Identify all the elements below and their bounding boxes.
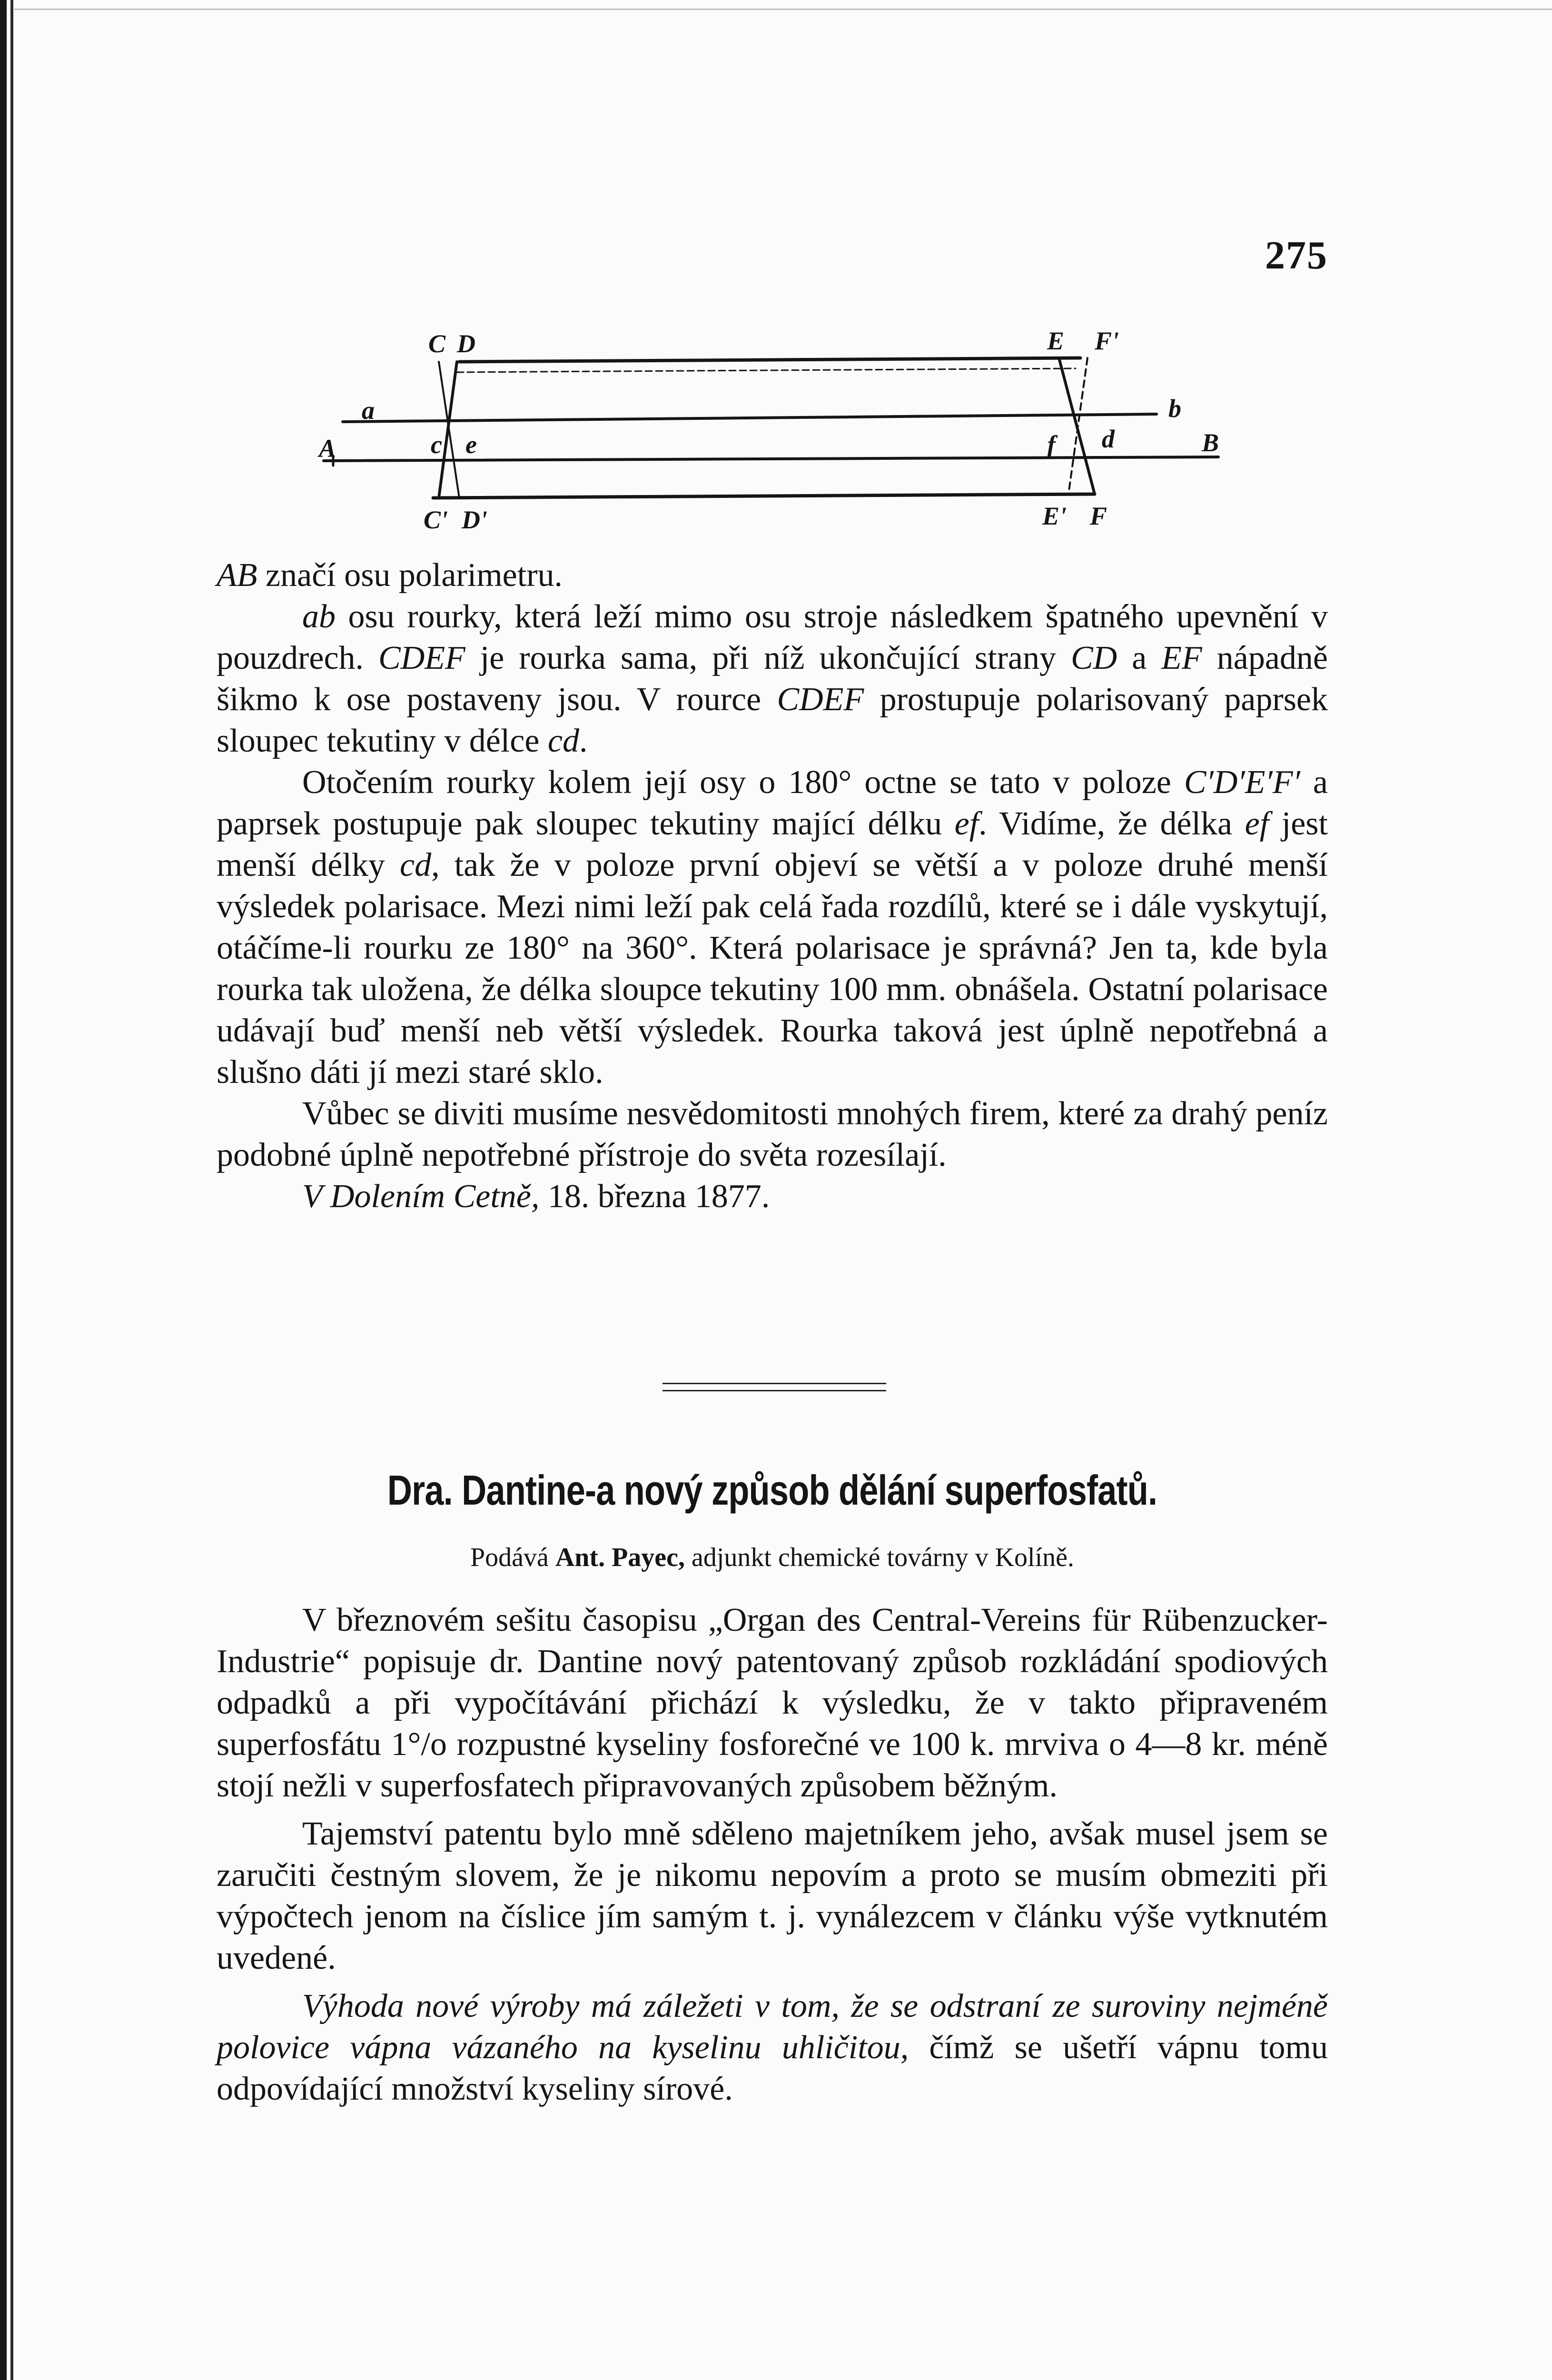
tube-top-edge: [459, 358, 1080, 362]
label-f: f: [1047, 430, 1056, 459]
label-E-prime-bottom: E': [1042, 502, 1067, 530]
symbol-CDEF-prime: C′D′E′F′: [1184, 764, 1300, 801]
symbol-cd: cd: [400, 847, 432, 883]
symbol-CDEF: CDEF: [777, 681, 864, 718]
text-run: a: [1117, 640, 1162, 676]
text-run: a paprsek postupuje pak sloupec tekutiny mající délku: [217, 764, 1328, 842]
label-F-prime-top: F': [1095, 328, 1119, 355]
label-b: b: [1168, 394, 1181, 423]
top-page-edge: [14, 9, 1552, 10]
label-C-top: C: [428, 329, 446, 358]
tube-bottom-edge: [433, 494, 1095, 498]
symbol-CDEF: CDEF: [378, 640, 465, 676]
tube-top-edge-rotated: [457, 368, 1076, 372]
paragraph-conclusion: Vůbec se diviti musíme nesvědomitosti mnohých firem, které za drahý peníz podobné úplně nepotřebné přístroje do světa rozesílají.: [217, 1095, 1328, 1173]
end-E-prime-F-prime: [1068, 358, 1087, 494]
emphasized-advantage: Výhoda nové výroby má záležeti v tom, že se odstraní ze suroviny nejméně polovice vápna vázaného na kyselinu uhličitou,: [217, 1988, 1328, 2066]
text-run: prostupuje polarisovaný paprsek sloupec tekutiny v délce: [217, 681, 1328, 759]
dateline: [217, 1176, 1328, 1217]
text-run: nápadně šikmo k ose postaveny jsou. V rource: [217, 640, 1328, 718]
text-run: Otočením rourky kolem její osy o 180° octne se tato v poloze: [302, 764, 1184, 801]
left-page-edge-inner: [10, 0, 13, 2380]
text-run: značí osu polarimetru.: [257, 557, 563, 594]
article-title: Dra. Dantine-a nový způsob dělání superfosfatů.: [387, 1467, 1157, 1514]
dateline-date: 18. března 1877.: [539, 1178, 770, 1215]
end-EF: [1059, 358, 1095, 494]
article-separator: [662, 1383, 886, 1391]
text-run: je rourka sama, při níž ukončující strany: [465, 640, 1071, 676]
label-c: c: [431, 430, 442, 459]
symbol-CD: CD: [1070, 640, 1117, 676]
symbol-cd: cd: [547, 723, 579, 759]
text-run: . Vidíme, že délka: [979, 805, 1245, 842]
paragraph-dantine-method: V březnovém sešitu časopisu „Organ des Central-Vereins für Rübenzucker-Industrie“ popisuje dr. Dantine nový patentovaný způsob rozkládání spodiových odpadků a při vypočítávání přichází k výsledku, že v takto připraveném superfosfátu 1°/o rozpustné kyseliny fosforečné ve 100 k. mrviva o 4—8 kr. méně stojí nežli v superfosfatech připravovaných způsobem běžným.: [217, 1602, 1328, 1804]
label-E-top: E: [1047, 328, 1065, 355]
byline-prefix: Podává: [470, 1543, 555, 1572]
symbol-ef: ef: [1245, 805, 1269, 842]
label-a: a: [362, 396, 375, 425]
byline-role: adjunkt chemické továrny v Kolíně.: [685, 1543, 1074, 1572]
label-A: A: [319, 434, 336, 463]
axis-ab: [343, 414, 1157, 422]
page-number: 275: [1265, 233, 1328, 278]
left-page-edge: [0, 0, 7, 2380]
dateline-place: V Dolením Cetně,: [302, 1178, 540, 1215]
upper-article: [217, 555, 1328, 1217]
polarimeter-tube-diagram: [314, 328, 1247, 533]
symbol-ef: ef: [954, 805, 979, 842]
label-B: B: [1202, 428, 1219, 457]
label-D-top: D: [457, 329, 475, 358]
byline: [217, 1542, 1328, 1573]
label-d: d: [1102, 425, 1115, 453]
label-C-prime-bottom: C': [424, 506, 448, 533]
text-run: čímž se ušetří vápnu tomu odpovídající množství kyseliny sírové.: [217, 2029, 1328, 2107]
label-D-prime-bottom: D': [462, 506, 487, 533]
lower-article: [217, 1599, 1328, 2110]
paragraph-patent-secret: Tajemství patentu bylo mně sděleno majetníkem jeho, avšak musel jsem se zaručiti čestným slovem, že je nikomu nepovím a proto se musím obmeziti při výpočtech jenom na číslice jím samým t. j. vynálezcem v článku výše vytknutém uvedené.: [217, 1815, 1328, 1976]
paragraph-rotation: [217, 762, 1328, 1093]
text-run: jest menší délky: [217, 805, 1328, 883]
symbol-ab: ab: [302, 598, 336, 635]
label-F-bottom: F: [1090, 502, 1107, 530]
byline-author: Ant. Payec,: [555, 1543, 685, 1572]
symbol-EF: EF: [1161, 640, 1202, 676]
text-run: osu rourky, která leží mimo osu stroje následkem špatného upevnění v pouzdrech.: [217, 598, 1328, 676]
paragraph-tube-axis: [217, 596, 1328, 762]
text-run: .: [579, 723, 588, 759]
paragraph-axis-AB: [217, 555, 1328, 596]
symbol-AB: AB: [217, 557, 257, 594]
label-e: e: [465, 430, 477, 459]
text-run: , tak že v poloze první objeví se větší a v poloze druhé menší výsledek polarisace. Mezi nimi leží pak celá řada rozdílů, které se i dále vyskytují, otáčíme-li rourku ze 180° na 360°. Která polarisace je správná? Jen ta, kde byla rourka tak uložena, že délka sloupce tekutiny 100 mm. obnášela. Ostatní polarisace udávají buď menší neb větší výsledek. Rourka taková jest úplně nepotřebná a slušno dáti jí mezi staré sklo.: [217, 847, 1328, 1091]
paragraph-advantage: [217, 1985, 1328, 2110]
